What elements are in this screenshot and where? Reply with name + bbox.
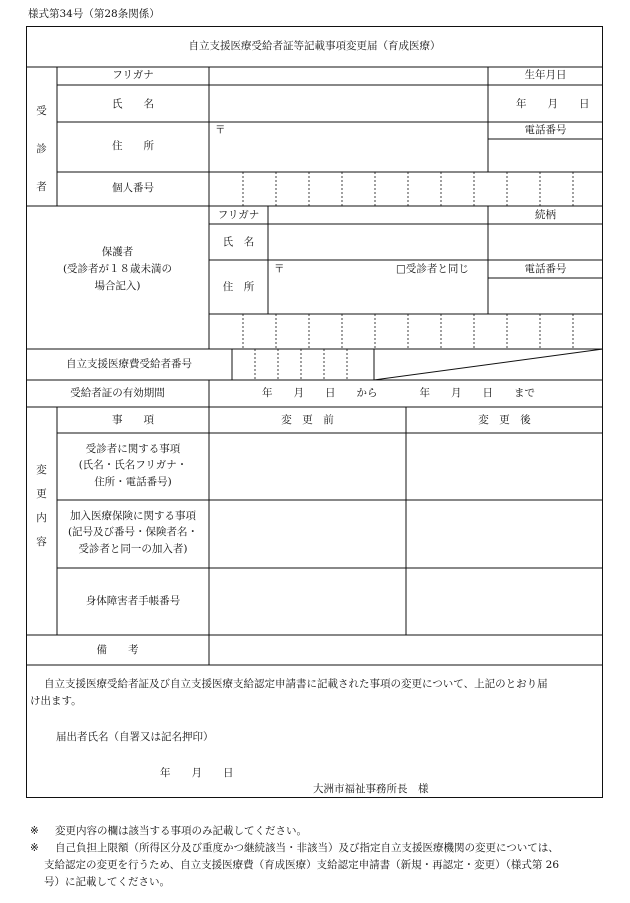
note-1-text: 変更内容の欄は該当する事項のみ記載してください。: [55, 825, 307, 837]
changes-col-item: 事 項: [112, 414, 154, 426]
patient-phone-label: 電話番号: [524, 124, 567, 136]
declaration-date: 年 月 日: [160, 767, 234, 779]
patient-address-label: 住 所: [112, 140, 154, 152]
declaration-line1: 自立支援医療受給者証及び自立支援医療支給認定申請書に記載された事項の変更について、上記のとおり届: [44, 678, 548, 690]
patient-birthdate-label: 生年月日: [524, 69, 567, 81]
guardian-relationship-label: 続柄: [535, 209, 556, 221]
validity-period-field[interactable]: 年 月 日 から 年 月 日 まで: [262, 387, 535, 399]
form-title: 自立支援医療受給者証等記載事項変更届（育成医療）: [188, 40, 441, 52]
addressee: 大洲市福祉事務所長 様: [313, 783, 429, 795]
form-number: 様式第34号（第28条関係）: [28, 8, 160, 20]
patient-name-label: 氏 名: [112, 98, 154, 110]
guardian-note-line1: (受診者が１８歳未満の: [62, 263, 173, 275]
same-as-patient-checkbox[interactable]: □受診者と同じ: [396, 263, 469, 275]
guardian-furigana-label: フリガナ: [217, 209, 260, 221]
change-row-patient: 受診者に関する事項 (氏名・氏名フリガナ・ 住所・電話番号): [78, 443, 188, 488]
note-2-line3: 号）に記載してください。: [44, 876, 170, 888]
applicant-name-label: 届出者氏名（自署又は記名押印）: [56, 731, 214, 743]
note-2-line1: 自己負担上限額（所得区分及び重度かつ継続該当・非該当）及び指定自立支援医療機関の変更については、: [55, 842, 559, 854]
note-2-line2: 支給認定の変更を行うため、自立支援医療費（育成医療）支給認定申請書（新規・再認定・変更）（様式第 26: [44, 859, 560, 871]
declaration-line2: け出ます。: [30, 695, 82, 707]
note-mark: ※: [30, 842, 39, 854]
change-row-insurance: 加入医療保険に関する事項 (記号及び番号・保険者名・ 受診者と同一の加入者): [67, 510, 199, 555]
remarks-label: 備 考: [96, 644, 139, 656]
change-row-disability-book: 身体障害者手帳番号: [85, 595, 181, 607]
guardian-label: 保護者: [101, 246, 134, 258]
patient-birthdate-field[interactable]: 年 月 日: [516, 98, 590, 110]
certificate-number-label: 自立支援医療費受給者番号: [66, 358, 192, 370]
validity-period-label: 受給者証の有効期間: [70, 387, 165, 399]
patient-section-label: 受 診 者: [36, 105, 47, 193]
changes-section-label: 変 更 内 容: [36, 464, 47, 548]
changes-col-after: 変 更 後: [478, 414, 531, 426]
patient-furigana-label: フリガナ: [112, 69, 154, 81]
guardian-address-label: 住 所: [222, 281, 255, 293]
note-mark: ※: [30, 825, 39, 837]
changes-col-before: 変 更 前: [281, 414, 334, 426]
patient-personal-number-label: 個人番号: [112, 182, 154, 194]
guardian-postal-mark: 〒: [274, 263, 285, 275]
guardian-phone-label: 電話番号: [524, 263, 567, 275]
patient-postal-mark: 〒: [215, 124, 226, 136]
guardian-note-line2: 場合記入): [94, 280, 141, 292]
guardian-name-label: 氏 名: [222, 236, 255, 248]
